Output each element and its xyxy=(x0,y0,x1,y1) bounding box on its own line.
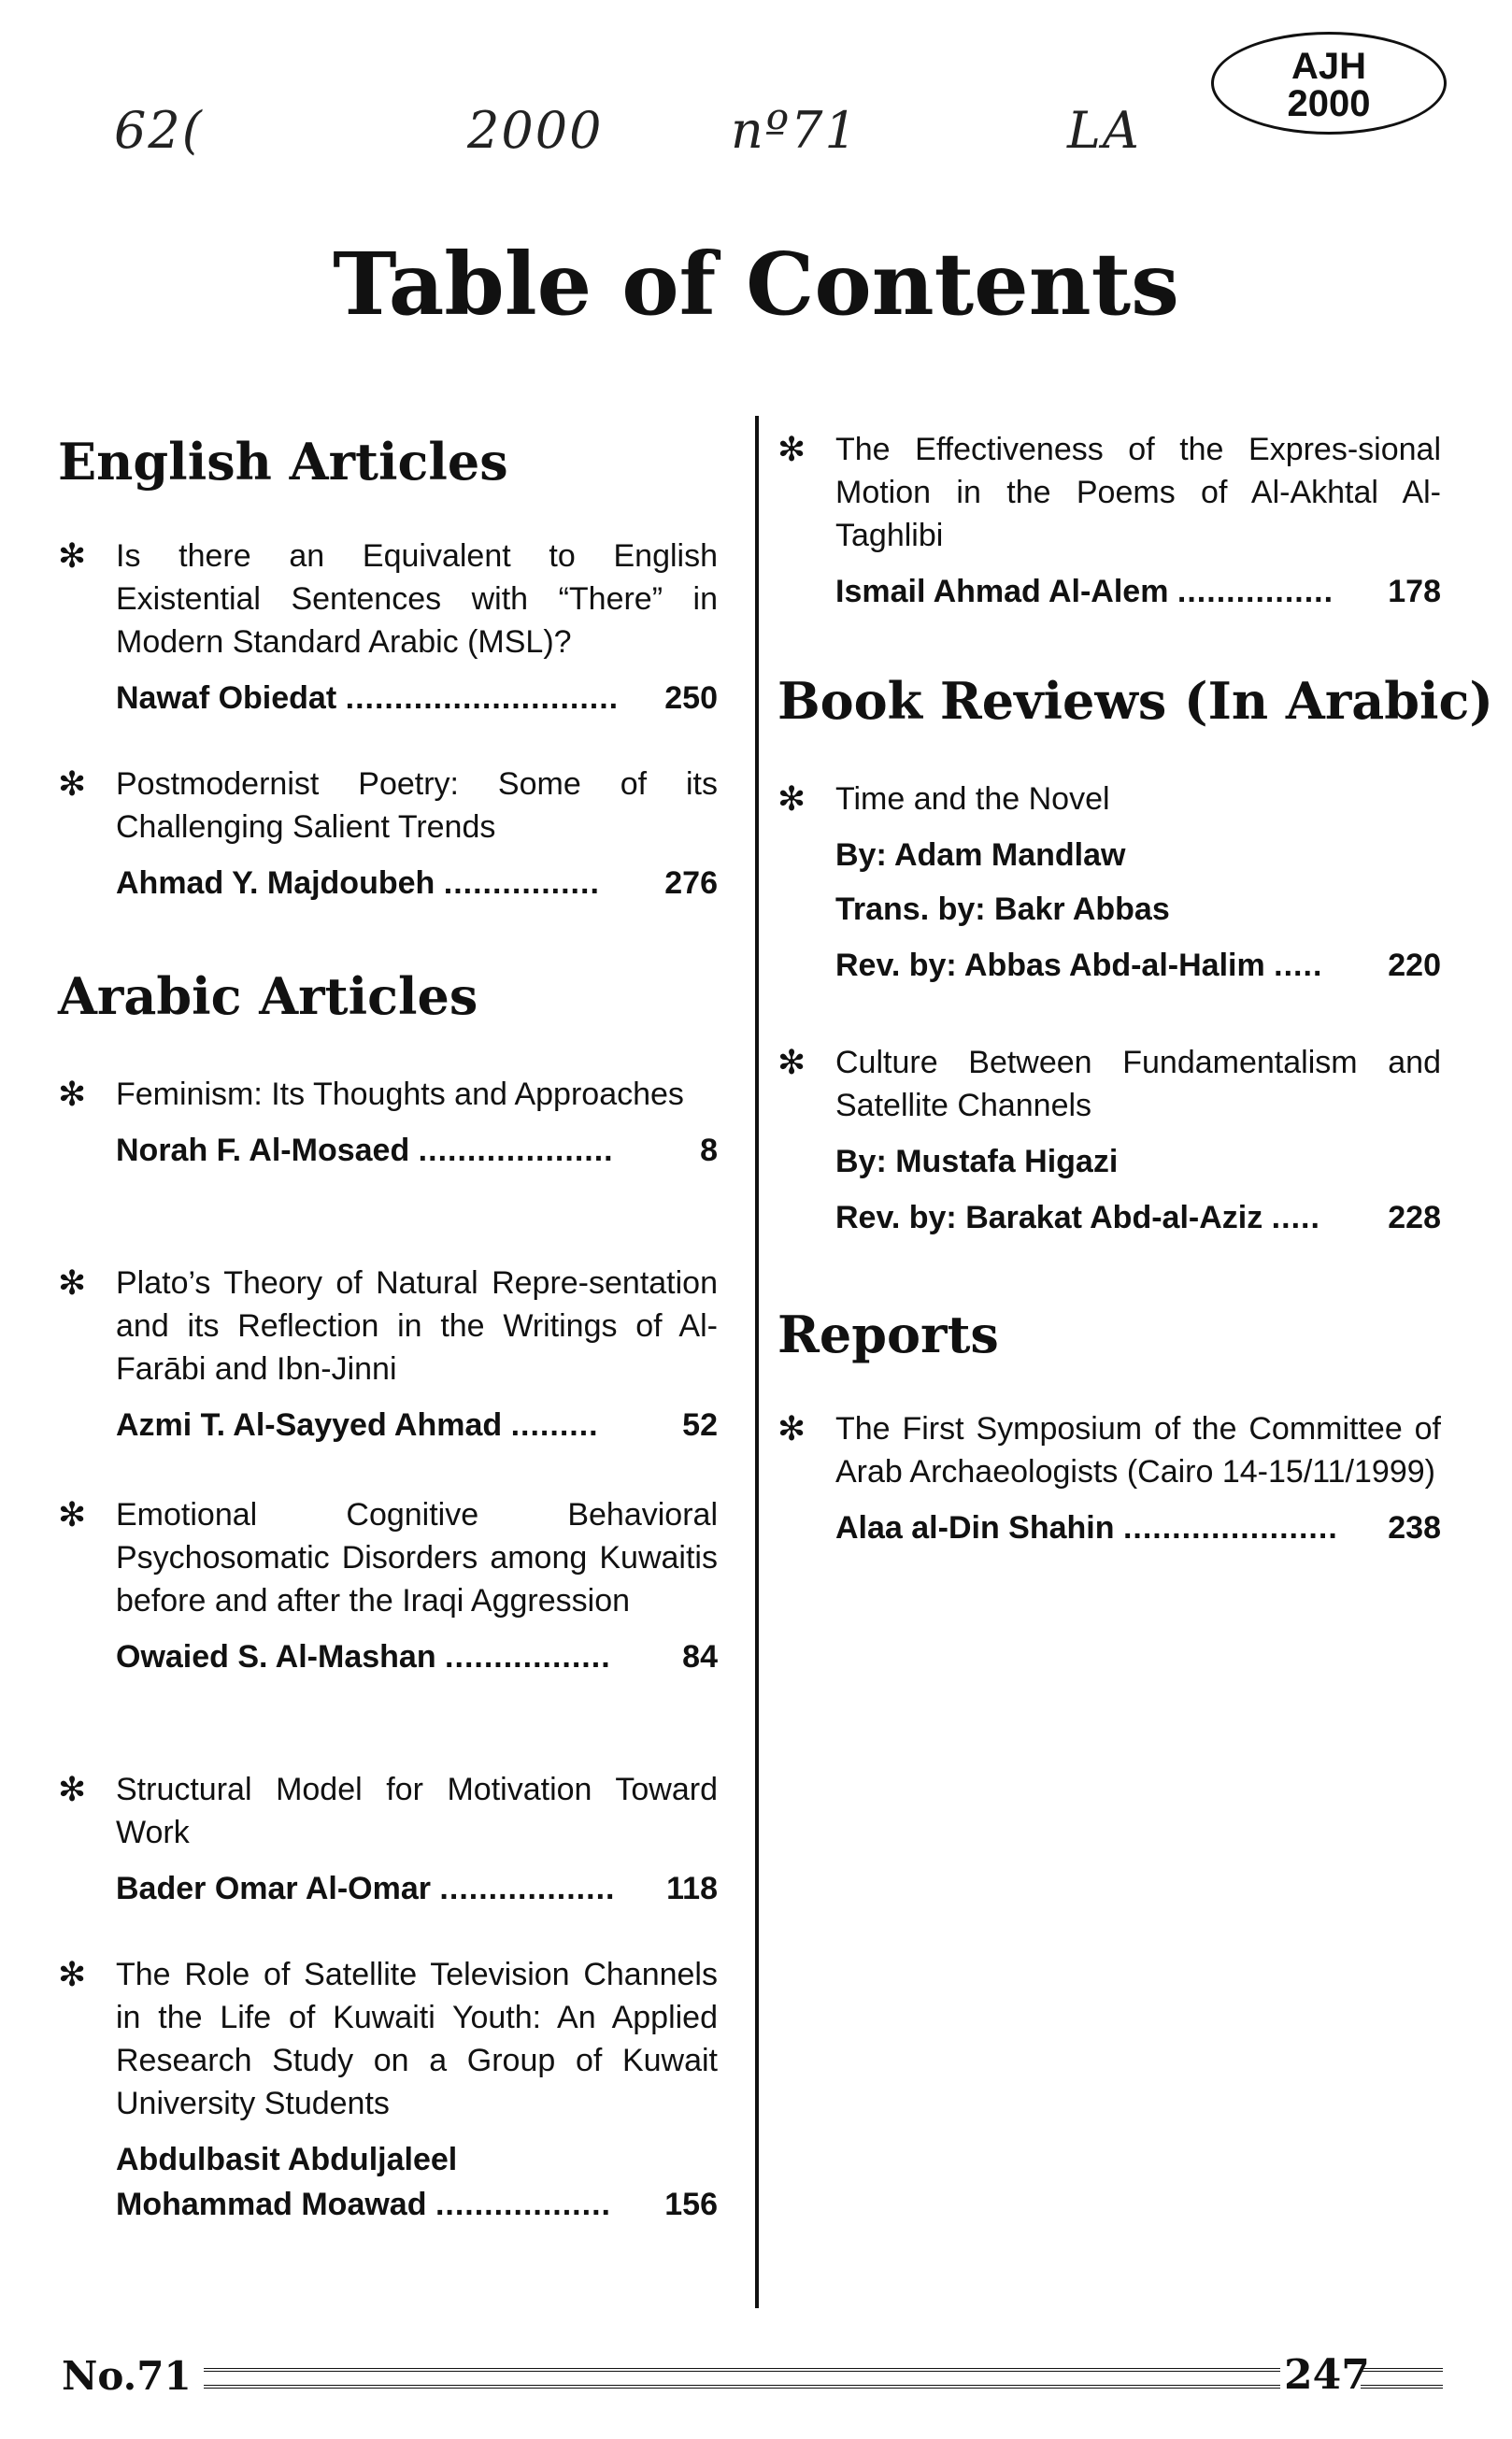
entry-title: Culture Between Fundamentalism and Satellite Channels xyxy=(835,1045,1441,1123)
leader-dots: .................. xyxy=(439,1871,616,1906)
entry-page-number: 156 xyxy=(664,2187,718,2222)
asterisk-bullet-icon: ✻ xyxy=(58,1955,87,1993)
entry-trans: Trans. by: Bakr Abbas xyxy=(835,891,1170,927)
book-reviews-heading: Book Reviews (In Arabic) xyxy=(777,671,1493,731)
toc-entry[interactable] xyxy=(58,535,718,720)
toc-entry[interactable] xyxy=(58,1262,718,1447)
toc-entry[interactable] xyxy=(58,1493,718,1678)
toc-entry[interactable] xyxy=(58,1953,718,2226)
entry-author-row xyxy=(116,862,718,905)
page-number: 247 xyxy=(1284,2351,1370,2399)
entry-rev-row xyxy=(835,944,1441,987)
asterisk-bullet-icon: ✻ xyxy=(777,430,806,468)
asterisk-bullet-icon: ✻ xyxy=(58,536,87,575)
entry-title: Time and the Novel xyxy=(835,781,1110,817)
toc-entry[interactable] xyxy=(777,428,1441,613)
toc-entry[interactable] xyxy=(58,1073,718,1172)
entry-rev-row xyxy=(835,1196,1441,1239)
entry-page-number: 220 xyxy=(1388,948,1441,983)
leader-dots: ................ xyxy=(443,865,600,901)
leader-dots: ......... xyxy=(510,1407,599,1443)
entry-page-number: 8 xyxy=(700,1133,718,1168)
entry-page-number: 118 xyxy=(666,1871,718,1906)
english-articles-heading: English Articles xyxy=(58,432,508,492)
entry-coauthor: Abdulbasit Abduljaleel xyxy=(116,2142,458,2177)
entry-author-row xyxy=(116,1867,718,1910)
entry-author-row xyxy=(116,1635,718,1678)
entry-title: Postmodernist Poetry: Some of its Challenging Salient Trends xyxy=(116,766,718,845)
entry-author-row xyxy=(116,1129,718,1172)
entry-author-row xyxy=(835,570,1441,613)
handwritten-year: 2000 xyxy=(467,101,604,160)
page-title: Table of Contents xyxy=(333,234,1179,335)
asterisk-bullet-icon: ✻ xyxy=(58,1263,87,1302)
asterisk-bullet-icon: ✻ xyxy=(58,1075,87,1113)
entry-author: Mohammad Moawad xyxy=(116,2187,427,2222)
entry-title: The Role of Satellite Television Channels in the Life of Kuwaiti Youth: An Applied Research Study on a Group of Kuwait University Students xyxy=(116,1957,718,2121)
entry-page-number: 238 xyxy=(1388,1510,1441,1546)
handwritten-ref: 62( xyxy=(114,101,204,160)
handwritten-number: nº71 xyxy=(731,101,859,160)
stamp-line1: AJH xyxy=(1291,46,1367,87)
leader-dots: ............................ xyxy=(345,680,620,716)
stamp-line2: 2000 xyxy=(1287,83,1371,124)
entry-rev: Rev. by: Barakat Abd-al-Aziz xyxy=(835,1200,1263,1235)
entry-title: Plato’s Theory of Natural Repre-sentation and its Reflection in the Writings of Al-Farābi and Ibn-Jinni xyxy=(116,1265,718,1387)
entry-author-row xyxy=(116,677,718,720)
entry-author: Ahmad Y. Majdoubeh xyxy=(116,865,435,901)
entry-by: By: Adam Mandlaw xyxy=(835,837,1126,873)
entry-author: Owaied S. Al-Mashan xyxy=(116,1639,436,1675)
reports-heading: Reports xyxy=(777,1305,999,1364)
column-divider xyxy=(755,416,759,2308)
entry-title: The Effectiveness of the Expres-sional Motion in the Poems of Al-Akhtal Al-Taghlibi xyxy=(835,432,1441,553)
entry-by: By: Mustafa Higazi xyxy=(835,1144,1119,1179)
asterisk-bullet-icon: ✻ xyxy=(777,779,806,818)
entry-author: Nawaf Obiedat xyxy=(116,680,337,716)
entry-page-number: 228 xyxy=(1388,1200,1441,1235)
entry-title: Structural Model for Motivation Toward Work xyxy=(116,1772,718,1850)
handwritten-code: LA xyxy=(1067,101,1141,160)
entry-title: Feminism: Its Thoughts and Approaches xyxy=(116,1077,684,1112)
entry-title: Is there an Equivalent to English Existential Sentences with “There” in Modern Standard Arabic (MSL)? xyxy=(116,538,718,660)
entry-page-number: 178 xyxy=(1388,574,1441,609)
entry-author: Azmi T. Al-Sayyed Ahmad xyxy=(116,1407,503,1443)
footer-rule-right xyxy=(1361,2368,1443,2389)
leader-dots: ...................... xyxy=(1122,1510,1338,1546)
entry-author-row xyxy=(116,1404,718,1447)
entry-title: Emotional Cognitive Behavioral Psychosomatic Disorders among Kuwaitis before and after the Iraqi Aggression xyxy=(116,1497,718,1619)
asterisk-bullet-icon: ✻ xyxy=(58,764,87,803)
toc-entry[interactable] xyxy=(777,1407,1441,1549)
leader-dots: ................ xyxy=(1177,574,1334,609)
entry-page-number: 250 xyxy=(664,680,718,716)
asterisk-bullet-icon: ✻ xyxy=(58,1770,87,1808)
toc-entry[interactable] xyxy=(58,763,718,905)
asterisk-bullet-icon: ✻ xyxy=(777,1043,806,1081)
footer-rule-left xyxy=(204,2368,1280,2389)
entry-author: Alaa al-Din Shahin xyxy=(835,1510,1115,1546)
entry-page-number: 84 xyxy=(682,1639,718,1675)
entry-title: The First Symposium of the Committee of Arab Archaeologists (Cairo 14-15/11/1999) xyxy=(835,1411,1441,1490)
toc-entry[interactable] xyxy=(58,1768,718,1910)
leader-dots: .................... xyxy=(418,1133,614,1168)
asterisk-bullet-icon: ✻ xyxy=(777,1409,806,1448)
toc-entry[interactable] xyxy=(777,1041,1441,1239)
toc-entry[interactable] xyxy=(777,777,1441,987)
entry-page-number: 276 xyxy=(664,865,718,901)
leader-dots: .................. xyxy=(435,2187,611,2222)
entry-rev: Rev. by: Abbas Abd-al-Halim xyxy=(835,948,1265,983)
issue-number: No.71 xyxy=(62,2353,192,2399)
entry-author: Bader Omar Al-Omar xyxy=(116,1871,431,1906)
leader-dots: ..... xyxy=(1274,948,1323,983)
leader-dots: ..... xyxy=(1271,1200,1320,1235)
entry-author: Ismail Ahmad Al-Alem xyxy=(835,574,1169,609)
entry-author: Norah F. Al-Mosaed xyxy=(116,1133,410,1168)
asterisk-bullet-icon: ✻ xyxy=(58,1495,87,1533)
entry-author-row xyxy=(835,1506,1441,1549)
leader-dots: ................. xyxy=(445,1639,611,1675)
entry-author-row xyxy=(116,2183,718,2226)
entry-page-number: 52 xyxy=(682,1407,718,1443)
arabic-articles-heading: Arabic Articles xyxy=(58,966,478,1026)
ajh-stamp xyxy=(1211,32,1447,135)
